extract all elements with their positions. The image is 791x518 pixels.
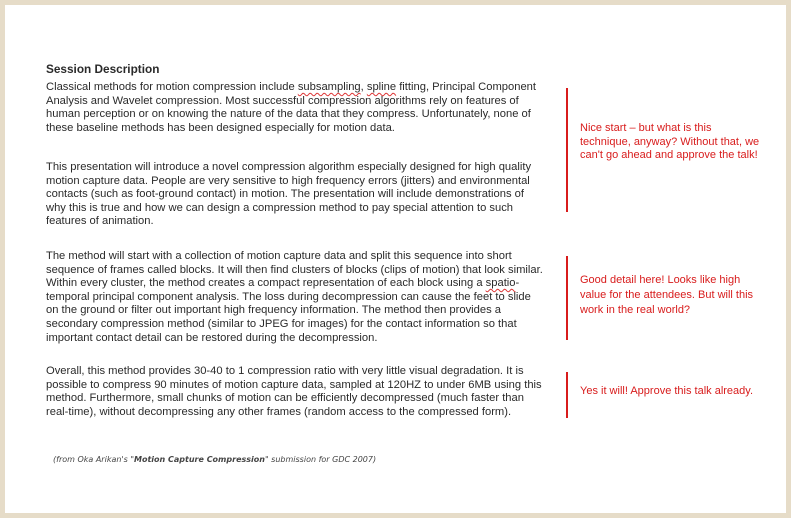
citation-note [53,455,376,464]
comment-bar-3 [566,372,568,418]
review-comment-2[interactable]: Good detail here! Looks like high value for the attendees. But will this work in the real world? [580,274,754,316]
section-heading: Session Description [46,62,160,76]
paragraph-3 [46,250,546,345]
paragraph-1 [46,81,546,135]
paragraph-3-text-end: -temporal principal component analysis. The loss during decompression can cause the feet to slide on the ground or filter out important high frequency information. The method then provides a secondary compression method (similar to JPEG for images) for the contact information so that important contact detail can be restored during the decompression. [46,277,531,344]
review-comment-1[interactable]: Nice start – but what is this technique, anyway? Without that, we can't go ahead and approve the talk! [580,122,760,161]
comment-bar-2 [566,256,568,340]
paragraph-2: This presentation will introduce a novel compression algorithm especially designed for high quality motion capture data. People are very sensitive to high frequency errors (jitters) and environmental contacts (such as foot-ground contact) in motion. The presentation will include demonstrations of why this is true and how we can design a compression method to pay special attention to such features of animation. [46,161,532,228]
paragraph-4: Overall, this method provides 30-40 to 1 compression ratio with very little visual degradation. It is possible to compress 90 minutes of motion capture data, sampled at 120HZ to under 6MB using this method. Furthermore, small chunks of motion can be efficiently decompressed (much faster than real-time), without decompressing any other frames (random access to the compressed form). [46,365,542,418]
paragraph-1-text-end: fitting, Principal Component Analysis and Wavelet compression. Most successful compression algorithms rely on features of human perception or on knowing the nature of the data that they compress. Unfortunately, none of these baseline methods has been designed especially for motion data. [46,81,537,134]
misspelled-word[interactable]: spatio [485,277,516,290]
misspelled-word[interactable]: subsampling [297,81,361,93]
paragraph-1-separator: , [360,81,367,93]
review-comment-3[interactable]: Yes it will! Approve this talk already. [580,385,754,397]
citation-prefix: (from Oka Arikan's " [53,455,135,464]
comment-bar-1 [566,88,568,212]
paragraph-3-text-start: The method will start with a collection of motion capture data and split this sequence into short sequence of frames called blocks. It will then find clusters of blocks (clips of motion) that look similar. Within every cluster, the method creates a compact representation of each block using a [46,250,543,290]
citation-title: Motion Capture Compression [134,455,265,464]
citation-suffix: " submission for GDC 2007) [264,455,377,464]
session-description [46,62,546,418]
paragraph-1-text-start: Classical methods for motion compression include [46,81,298,93]
misspelled-word[interactable]: spline [366,81,397,93]
